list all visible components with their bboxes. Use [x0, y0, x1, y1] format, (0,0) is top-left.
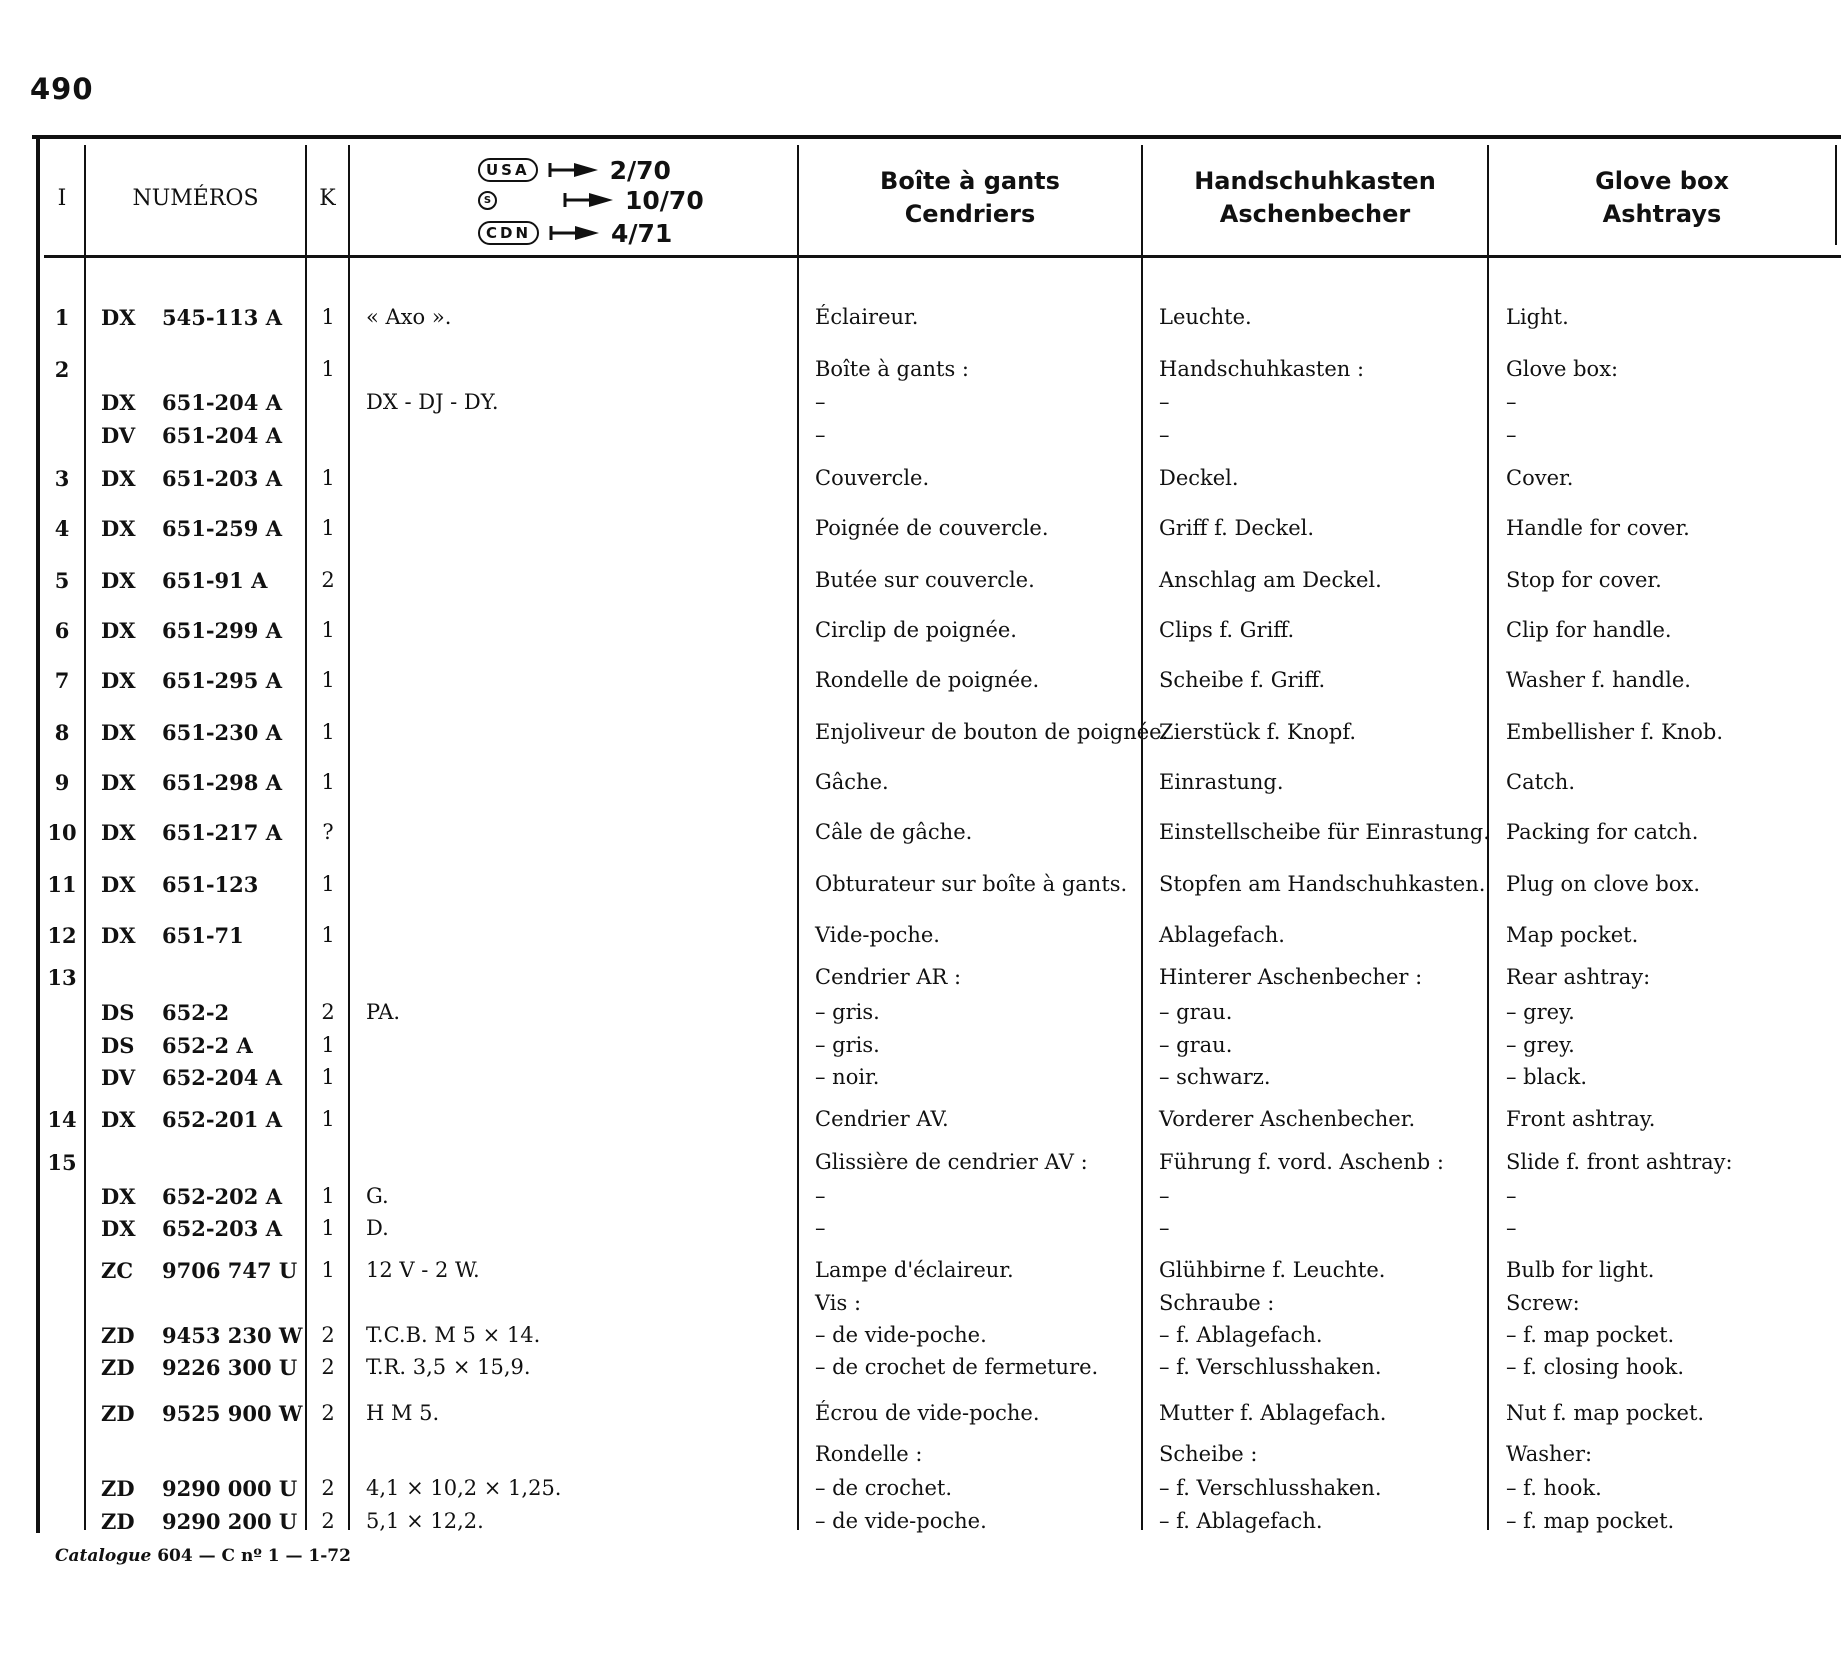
row-quantity: 2 [321, 1000, 335, 1024]
row-quantity: 1 [321, 357, 335, 381]
row-french: Circlip de poignée. [815, 618, 1017, 642]
row-quantity: 2 [321, 1355, 335, 1379]
row-part-number: 651-91 A [162, 568, 268, 593]
col-divider-fr [1141, 145, 1143, 1530]
row-french: – de vide-poche. [815, 1509, 987, 1533]
row-part-number: 652-204 A [162, 1065, 282, 1090]
row-part-number: 651-123 [162, 872, 259, 897]
row-part-number: 652-203 A [162, 1216, 282, 1241]
row-prefix: DX [101, 872, 136, 897]
header-german-line1: Handschuhkasten [1194, 167, 1436, 195]
row-prefix: DV [101, 1065, 136, 1090]
row-part-number: 9706 747 U [162, 1258, 298, 1283]
row-german: Glühbirne f. Leuchte. [1159, 1258, 1386, 1282]
row-german: – schwarz. [1159, 1065, 1271, 1089]
row-part-number: 9290 000 U [162, 1476, 298, 1501]
row-english: Washer: [1506, 1442, 1593, 1466]
header-index: I [57, 186, 67, 211]
row-prefix: DX [101, 820, 136, 845]
row-note: D. [366, 1216, 389, 1240]
row-part-number: 651-204 A [162, 423, 282, 448]
row-prefix: DX [101, 1216, 136, 1241]
row-quantity: 1 [321, 770, 335, 794]
row-english: Stop for cover. [1506, 568, 1662, 592]
col-divider-en [1835, 145, 1837, 245]
row-english: Cover. [1506, 466, 1574, 490]
row-ref: 8 [54, 720, 70, 745]
row-french: – de vide-poche. [815, 1323, 987, 1347]
row-quantity: 1 [321, 720, 335, 744]
row-german: Anschlag am Deckel. [1159, 568, 1382, 592]
arrow-right-icon [549, 223, 601, 243]
row-part-number: 9453 230 W [162, 1323, 303, 1348]
row-french: Cendrier AR : [815, 965, 962, 989]
row-english: Light. [1506, 305, 1569, 329]
row-german: – f. Verschlusshaken. [1159, 1476, 1382, 1500]
row-english: Clip for handle. [1506, 618, 1672, 642]
row-english: Slide f. front ashtray: [1506, 1150, 1733, 1174]
row-french: Obturateur sur boîte à gants. [815, 872, 1128, 896]
row-ref: 4 [54, 516, 70, 541]
row-quantity: 1 [321, 516, 335, 540]
row-quantity: 1 [321, 1065, 335, 1089]
table-left-border [36, 137, 40, 1533]
row-ref: 15 [47, 1150, 77, 1175]
row-quantity: 1 [321, 1184, 335, 1208]
row-english: Plug on clove box. [1506, 872, 1701, 896]
row-prefix: ZD [101, 1476, 135, 1501]
row-part-number: 9226 300 U [162, 1355, 298, 1380]
row-prefix: DX [101, 923, 136, 948]
row-french: Boîte à gants : [815, 357, 969, 381]
row-prefix: DX [101, 305, 136, 330]
row-part-number: 652-2 A [162, 1033, 253, 1058]
row-german: Einstellscheibe für Einrastung. [1159, 820, 1490, 844]
country-code-row-usa [478, 156, 671, 184]
row-german: Hinterer Aschenbecher : [1159, 965, 1423, 989]
row-english: Handle for cover. [1506, 516, 1690, 540]
s-circle-icon: S [478, 191, 497, 210]
col-divider-k [348, 145, 350, 1530]
row-english: Washer f. handle. [1506, 668, 1691, 692]
row-english: – f. hook. [1506, 1476, 1602, 1500]
row-prefix: DX [101, 1107, 136, 1132]
header-english [1489, 165, 1835, 231]
usa-oval-icon: USA [478, 158, 538, 182]
row-german: Griff f. Deckel. [1159, 516, 1315, 540]
header-divider [44, 255, 1841, 258]
table-top-border [32, 135, 1841, 139]
row-part-number: 651-259 A [162, 516, 282, 541]
row-english: – [1506, 390, 1517, 414]
row-french: – [815, 1216, 826, 1240]
row-prefix: DV [101, 423, 136, 448]
row-english: Screw: [1506, 1291, 1580, 1315]
row-ref: 1 [54, 305, 70, 330]
row-french: – de crochet de fermeture. [815, 1355, 1099, 1379]
row-french: Gâche. [815, 770, 889, 794]
row-french: Éclaireur. [815, 305, 919, 329]
row-english: Map pocket. [1506, 923, 1639, 947]
row-ref: 13 [47, 965, 77, 990]
arrow-right-icon [563, 190, 615, 210]
row-prefix: ZD [101, 1401, 135, 1426]
row-french: – [815, 423, 826, 447]
row-quantity: 2 [321, 1323, 335, 1347]
row-german: – f. Ablagefach. [1159, 1323, 1323, 1347]
row-prefix: ZD [101, 1509, 135, 1534]
row-english: Rear ashtray: [1506, 965, 1651, 989]
header-german [1143, 165, 1487, 231]
row-prefix: ZD [101, 1355, 135, 1380]
row-french: – [815, 390, 826, 414]
header-german-line2: Aschenbecher [1219, 200, 1411, 228]
cdn-date: 4/71 [611, 218, 673, 248]
row-ref: 12 [47, 923, 77, 948]
row-french: – de crochet. [815, 1476, 952, 1500]
row-quantity: 1 [321, 1258, 335, 1282]
row-french: Couvercle. [815, 466, 930, 490]
row-english: – f. closing hook. [1506, 1355, 1685, 1379]
row-english: – grey. [1506, 1033, 1575, 1057]
row-french: – gris. [815, 1033, 880, 1057]
header-k: K [319, 186, 336, 211]
row-note: 5,1 × 12,2. [366, 1509, 484, 1533]
country-code-row-s [478, 186, 704, 214]
usa-date: 2/70 [609, 155, 671, 185]
row-prefix: DX [101, 668, 136, 693]
row-prefix: DX [101, 390, 136, 415]
row-german: Leuchte. [1159, 305, 1252, 329]
row-quantity: ? [322, 820, 334, 844]
row-prefix: DX [101, 466, 136, 491]
row-french: Poignée de couvercle. [815, 516, 1049, 540]
row-note: G. [366, 1184, 389, 1208]
footer-catalogue: Catalogue [55, 1546, 152, 1566]
row-german: Scheibe f. Griff. [1159, 668, 1326, 692]
row-german: Ablagefach. [1159, 923, 1285, 947]
row-french: – noir. [815, 1065, 880, 1089]
row-german: Deckel. [1159, 466, 1239, 490]
row-french: Rondelle : [815, 1442, 923, 1466]
row-note: T.R. 3,5 × 15,9. [366, 1355, 531, 1379]
row-part-number: 651-203 A [162, 466, 282, 491]
cdn-oval-icon: CDN [478, 221, 539, 245]
row-german: Handschuhkasten : [1159, 357, 1365, 381]
row-quantity: 1 [321, 618, 335, 642]
row-part-number: 652-201 A [162, 1107, 282, 1132]
row-note: T.C.B. M 5 × 14. [366, 1323, 541, 1347]
row-quantity: 1 [321, 1107, 335, 1131]
row-english: Nut f. map pocket. [1506, 1401, 1705, 1425]
row-quantity: 1 [321, 923, 335, 947]
row-german: Vorderer Aschenbecher. [1159, 1107, 1416, 1131]
row-prefix: ZC [101, 1258, 134, 1283]
row-german: Clips f. Griff. [1159, 618, 1295, 642]
arrow-right-icon [548, 160, 600, 180]
row-note: 12 V - 2 W. [366, 1258, 480, 1282]
row-german: – [1159, 390, 1170, 414]
row-english: – [1506, 423, 1517, 447]
row-english: Bulb for light. [1506, 1258, 1655, 1282]
row-french: Rondelle de poignée. [815, 668, 1040, 692]
row-english: – black. [1506, 1065, 1588, 1089]
header-english-line1: Glove box [1595, 167, 1729, 195]
header-french-line2: Cendriers [904, 200, 1036, 228]
row-prefix: DS [101, 1033, 135, 1058]
row-note: « Axo ». [366, 305, 452, 329]
row-english: Packing for catch. [1506, 820, 1699, 844]
row-ref: 10 [47, 820, 77, 845]
row-ref: 14 [47, 1107, 77, 1132]
row-ref: 7 [54, 668, 70, 693]
row-german: Führung f. vord. Aschenb : [1159, 1150, 1444, 1174]
row-german: – [1159, 1184, 1170, 1208]
row-quantity: 2 [321, 1401, 335, 1425]
row-english: Glove box: [1506, 357, 1619, 381]
row-german: – [1159, 423, 1170, 447]
col-divider-ref [84, 145, 86, 1530]
header-english-line2: Ashtrays [1602, 200, 1722, 228]
row-german: – f. Verschlusshaken. [1159, 1355, 1382, 1379]
row-english: – f. map pocket. [1506, 1323, 1675, 1347]
row-german: – grau. [1159, 1000, 1233, 1024]
row-part-number: 651-204 A [162, 390, 282, 415]
row-prefix: DS [101, 1000, 135, 1025]
row-english: Front ashtray. [1506, 1107, 1656, 1131]
row-prefix: DX [101, 618, 136, 643]
row-note: 4,1 × 10,2 × 1,25. [366, 1476, 562, 1500]
row-prefix: DX [101, 516, 136, 541]
col-divider-note [797, 145, 799, 1530]
row-french: Butée sur couvercle. [815, 568, 1035, 592]
row-french: Glissière de cendrier AV : [815, 1150, 1088, 1174]
row-german: Einrastung. [1159, 770, 1284, 794]
footer-reference: 604 — C nº 1 — 1-72 [157, 1546, 351, 1566]
row-german: Stopfen am Handschuhkasten. [1159, 872, 1486, 896]
row-german: – [1159, 1216, 1170, 1240]
row-german: Schraube : [1159, 1291, 1275, 1315]
row-part-number: 651-71 [162, 923, 244, 948]
country-code-row-cdn [478, 219, 672, 247]
col-divider-numbers [305, 145, 307, 1530]
row-part-number: 651-217 A [162, 820, 282, 845]
header-numbers: NUMÉROS [132, 186, 259, 211]
row-french: Lampe d'éclaireur. [815, 1258, 1014, 1282]
row-ref: 5 [54, 568, 70, 593]
header-french-line1: Boîte à gants [880, 167, 1060, 195]
row-german: Scheibe : [1159, 1442, 1258, 1466]
row-prefix: DX [101, 568, 136, 593]
row-french: Câle de gâche. [815, 820, 973, 844]
row-german: – f. Ablagefach. [1159, 1509, 1323, 1533]
row-part-number: 9525 900 W [162, 1401, 303, 1426]
row-ref: 2 [54, 357, 70, 382]
row-quantity: 1 [321, 1033, 335, 1057]
row-french: – gris. [815, 1000, 880, 1024]
row-note: PA. [366, 1000, 401, 1024]
row-english: – grey. [1506, 1000, 1575, 1024]
row-quantity: 1 [321, 466, 335, 490]
page-number: 490 [30, 72, 94, 106]
row-english: Catch. [1506, 770, 1575, 794]
row-part-number: 651-298 A [162, 770, 282, 795]
row-quantity: 2 [321, 1476, 335, 1500]
row-ref: 3 [54, 466, 70, 491]
row-english: – [1506, 1216, 1517, 1240]
row-french: Écrou de vide-poche. [815, 1401, 1040, 1425]
row-quantity: 1 [321, 305, 335, 329]
row-quantity: 1 [321, 872, 335, 896]
row-german: – grau. [1159, 1033, 1233, 1057]
row-english: – f. map pocket. [1506, 1509, 1675, 1533]
row-english: Embellisher f. Knob. [1506, 720, 1724, 744]
row-part-number: 545-113 A [162, 305, 282, 330]
row-quantity: 1 [321, 1216, 335, 1240]
row-part-number: 651-295 A [162, 668, 282, 693]
row-english: – [1506, 1184, 1517, 1208]
row-prefix: DX [101, 1184, 136, 1209]
row-ref: 11 [47, 872, 77, 897]
row-german: Zierstück f. Knopf. [1159, 720, 1357, 744]
row-part-number: 652-2 [162, 1000, 230, 1025]
row-part-number: 652-202 A [162, 1184, 282, 1209]
row-part-number: 651-299 A [162, 618, 282, 643]
row-quantity: 2 [321, 1509, 335, 1533]
row-part-number: 651-230 A [162, 720, 282, 745]
row-prefix: ZD [101, 1323, 135, 1348]
row-german: Mutter f. Ablagefach. [1159, 1401, 1387, 1425]
row-prefix: DX [101, 720, 136, 745]
row-french: Enjoliveur de bouton de poignée. [815, 720, 1169, 744]
row-french: Vide-poche. [815, 923, 940, 947]
row-prefix: DX [101, 770, 136, 795]
s-date: 10/70 [625, 185, 704, 215]
row-french: Cendrier AV. [815, 1107, 949, 1131]
header-french [799, 165, 1141, 231]
row-ref: 6 [54, 618, 70, 643]
row-quantity: 2 [321, 568, 335, 592]
row-part-number: 9290 200 U [162, 1509, 298, 1534]
row-note: H M 5. [366, 1401, 440, 1425]
row-french: – [815, 1184, 826, 1208]
row-note: DX - DJ - DY. [366, 390, 499, 414]
row-ref: 9 [54, 770, 70, 795]
row-quantity: 1 [321, 668, 335, 692]
footer [55, 1546, 351, 1566]
row-french: Vis : [815, 1291, 862, 1315]
